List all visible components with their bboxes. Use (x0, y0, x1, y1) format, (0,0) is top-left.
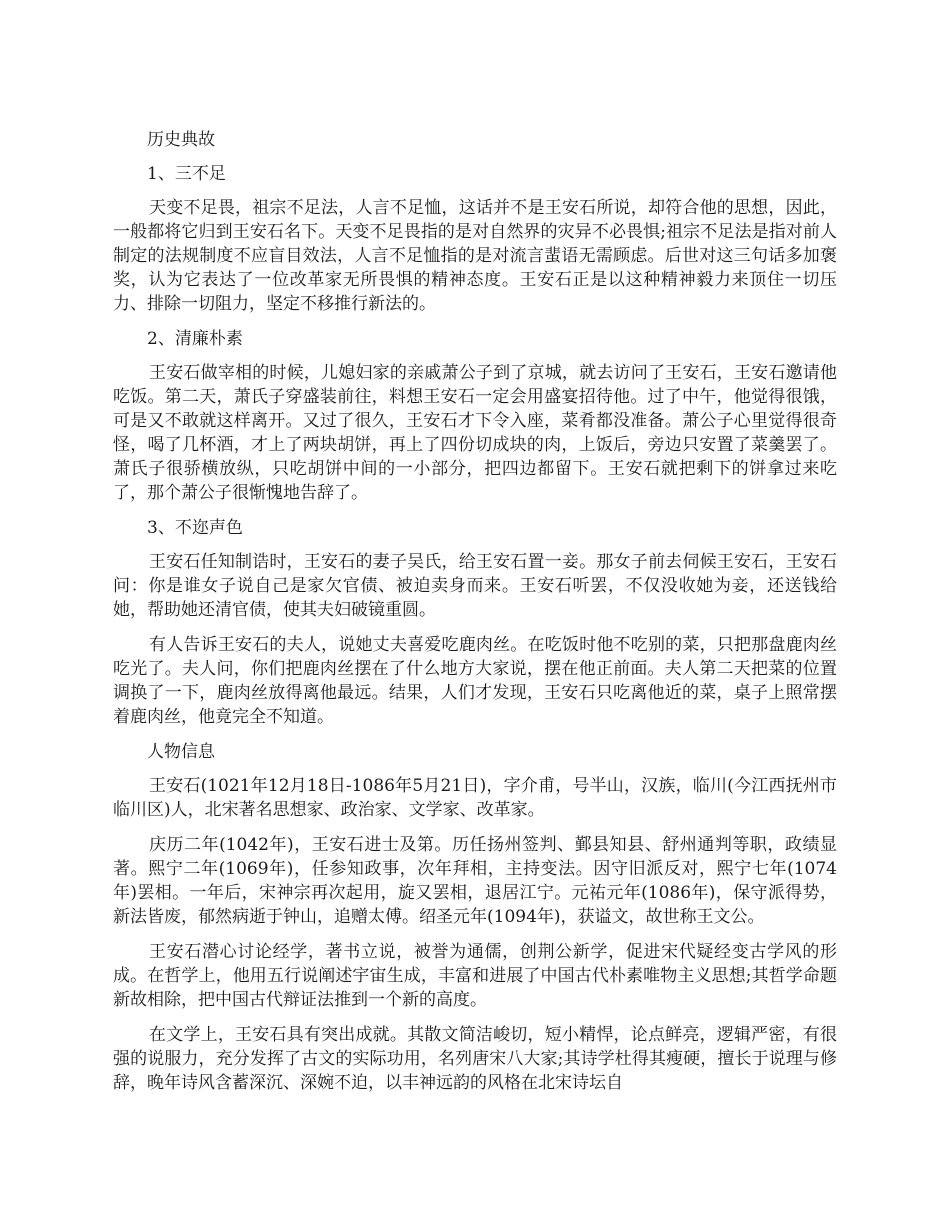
paragraph-literature: 在文学上，王安石具有突出成就。其散文简洁峻切，短小精悍，论点鲜亮，逻辑严密，有很强的说服力，充分发挥了古文的实际功用，名列唐宋八大家;其诗学杜得其瘦硬，擅长于说理与修辞，晚年诗风含蓄深沉、深婉不迫，以丰神远韵的风格在北宋诗坛自 (113, 1025, 837, 1093)
paragraph-career: 庆历二年(1042年)，王安石进士及第。历任扬州签判、鄞县知县、舒州通判等职，政绩显著。熙宁二年(1069年)，任参知政事，次年拜相，主持变法。因守旧派反对，熙宁七年(1074年)罢相。一年后，宋神宗再次起用，旋又罢相，退居江宁。元祐元年(1086年)，保守派得势，新法皆废，郁然病逝于钟山，追赠太傅。绍圣元年(1094年)，获谥文，故世称王文公。 (113, 835, 837, 927)
paragraph-philosophy: 王安石潜心讨论经学，著书立说，被誉为通儒，创荆公新学，促进宋代疑经变古学风的形成。在哲学上，他用五行说阐述宇宙生成，丰富和进展了中国古代朴素唯物主义思想;其哲学命题新故相除，把中国古代辩证法推到一个新的高度。 (113, 942, 837, 1010)
paragraph-venison-story: 有人告诉王安石的夫人，说她丈夫喜爱吃鹿肉丝。在吃饭时他不吃别的菜，只把那盘鹿肉丝吃光了。夫人问，你们把鹿肉丝摆在了什么地方大家说，摆在他正前面。夫人第二天把菜的位置调换了一下，鹿肉丝放得离他最远。结果，人们才发现，王安石只吃离他近的菜，桌子上照常摆着鹿肉丝，他竟完全不知道。 (113, 635, 837, 727)
paragraph-clean-and-simple: 王安石做宰相的时候，儿媳妇家的亲戚萧公子到了京城，就去访问了王安石，王安石邀请他吃饭。第二天，萧氏子穿盛装前往，料想王安石一定会用盛宴招待他。过了中午，他觉得很饿，可是又不敢就这样离开。又过了很久，王安石才下令入座，菜肴都没准备。萧公子心里觉得很奇怪，喝了几杯酒，才上了两块胡饼，再上了四份切成块的肉，上饭后，旁边只安置了菜羹罢了。萧氏子很骄横放纵，只吃胡饼中间的一小部分，把四边都留下。王安石就把剩下的饼拿过来吃了，那个萧公子很惭愧地告辞了。 (113, 363, 837, 503)
paragraph-three-not-enough: 天变不足畏，祖宗不足法，人言不足恤，这话并不是王安石所说，却符合他的思想，因此，一般都将它归到王安石名下。天变不足畏指的是对自然界的灾异不必畏惧;祖宗不足法是指对前人制定的法规制度不应盲目效法，人言不足恤指的是对流言蜚语无需顾虑。后世对这三句话多加褒奖，认为它表达了一位改革家无所畏惧的精神态度。王安石正是以这种精神毅力来顶住一切压力、排除一切阻力，坚定不移推行新法的。 (113, 198, 837, 314)
paragraph-concubine-story: 王安石任知制诰时，王安石的妻子吴氏，给王安石置一妾。那女子前去伺候王安石，王安石问：你是谁女子说自己是家欠官债、被迫卖身而来。王安石听罢，不仅没收她为妾，还送钱给她，帮助她还清官债，使其夫妇破镜重圆。 (113, 552, 837, 620)
subheading-clean-and-simple: 2、清廉朴素 (147, 329, 243, 349)
section-heading-person-info: 人物信息 (147, 742, 215, 762)
paragraph-bio-intro: 王安石(1021年12月18日-1086年5月21日)，字介甫，号半山，汉族，临川(今江西抚州市临川区)人，北宋著名思想家、政治家、文学家、改革家。 (113, 776, 837, 820)
subheading-avoid-sensual-pleasures: 3、不迩声色 (147, 518, 243, 538)
section-heading-history-stories: 历史典故 (147, 130, 215, 150)
subheading-three-not-enough: 1、三不足 (147, 164, 226, 184)
document-body (113, 128, 837, 1106)
